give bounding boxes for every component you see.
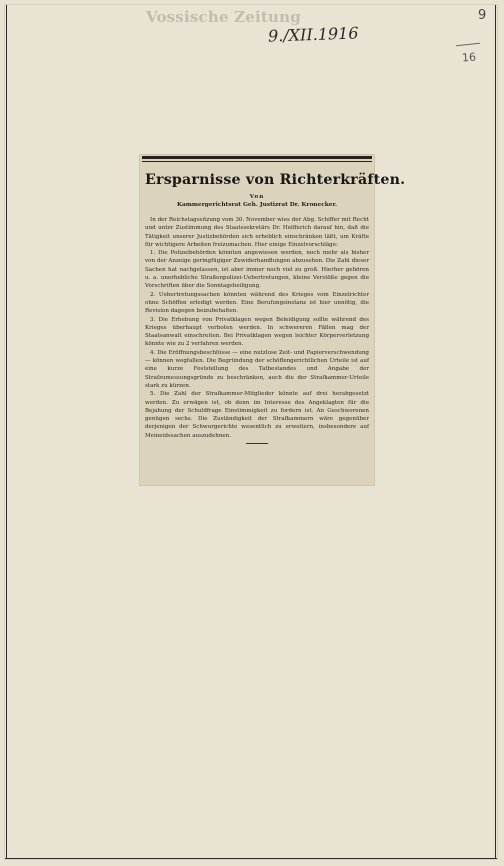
paragraph-5: 5. Die Zahl der Strafkammer-Mitglieder könnte auf drei herabgesetzt werden. Zu erwägen ist, ob denn im Interesse des Angeklagten für die Bejahung der Schuldfrage Einstimmigkeit zu fordern ist. An Geschworenen genügen sechs. Die Zuständigkeit der Strafkammern wäre gegenüber derjenigen der Schwurgerichte wesentlich zu erweitern, insbesondere auf Meineidssachen auszudehnen. [145, 391, 369, 439]
clipping-top-rule [142, 156, 372, 159]
sheet-border-bottom [5, 858, 497, 859]
handwritten-date: 9./XII.1916 [267, 23, 359, 46]
article-author: Kammergerichtsrat Geh. Justizrat Dr. Kronecker. [176, 202, 337, 208]
archive-number-secondary: 16 [461, 50, 477, 65]
sheet-border-right [495, 5, 496, 859]
paragraph-intro: In der Reichstagssitzung vom 30. November wies der Abg. Schiffer mit Recht und unter Zustimmung des Staatssekretärs Dr. Helfferich darauf hin, daß die Tätigkeit unserer Justizbehörden sich erheblich einschränken läßt, um Kräfte für wichtigere Arbeiten freizumachen. Hier einige Einzelvorschläge: [145, 217, 369, 248]
paragraph-1: 1. Die Polizeibehörden könnten angewiesen werden, noch mehr als bisher von der Anzeige geringfügiger Zuwiderhandlungen abzusehen. Die Zahl dieser Sachen hat nachgelassen, ist aber immer noch viel zu groß. Hierher gehören u. a. unerhebliche Straßenpolizei-Uebertretungen, kleine Verstöße gegen die Vorschriften über die Sonntagsheiligung. [145, 250, 369, 290]
article-body [145, 216, 369, 440]
archive-number: 9 [478, 8, 487, 23]
paragraph-4: 4. Die Eröffnungsbeschlüsse — eine nutzlose Zeit- und Papierverschwendung — können wegfallen. Die Begründung der schöffengerichtlichen Urteile ist auf eine kurze Feststellung des Tatbestandes und Angabe der Strafzumessungsgründe zu beschränken, auch die der Strafkammer-Urteile stark zu kürzen. [145, 349, 369, 389]
byline-prefix: Von [249, 194, 265, 200]
paragraph-3: 3. Die Erhebung von Privatklagen wegen Beleidigung sollte während des Krieges überhaupt verboten werden. In schwereren Fällen mag der Staatsanwalt einschreiten. Bei Privatklagen wegen leichter Körperverletzung könnte wie zu 2 verfahren werden. [145, 316, 369, 348]
paragraph-2: 2. Uebertretungssachen könnten während des Krieges vom Einzelrichter ohne Schöffen erledigt werden. Eine Berufungsinstanz ist hier unnötig, die Revision dagegen beizubehalten. [145, 291, 369, 315]
article-end-rule [246, 443, 268, 444]
clipping-top-rule-thin [142, 161, 372, 162]
newspaper-clipping [140, 155, 406, 485]
newspaper-stamp: Vossische Zeitung [146, 8, 301, 26]
article-headline: Ersparnisse von Richterkräften. [145, 172, 406, 188]
sheet-border-left [6, 5, 7, 859]
